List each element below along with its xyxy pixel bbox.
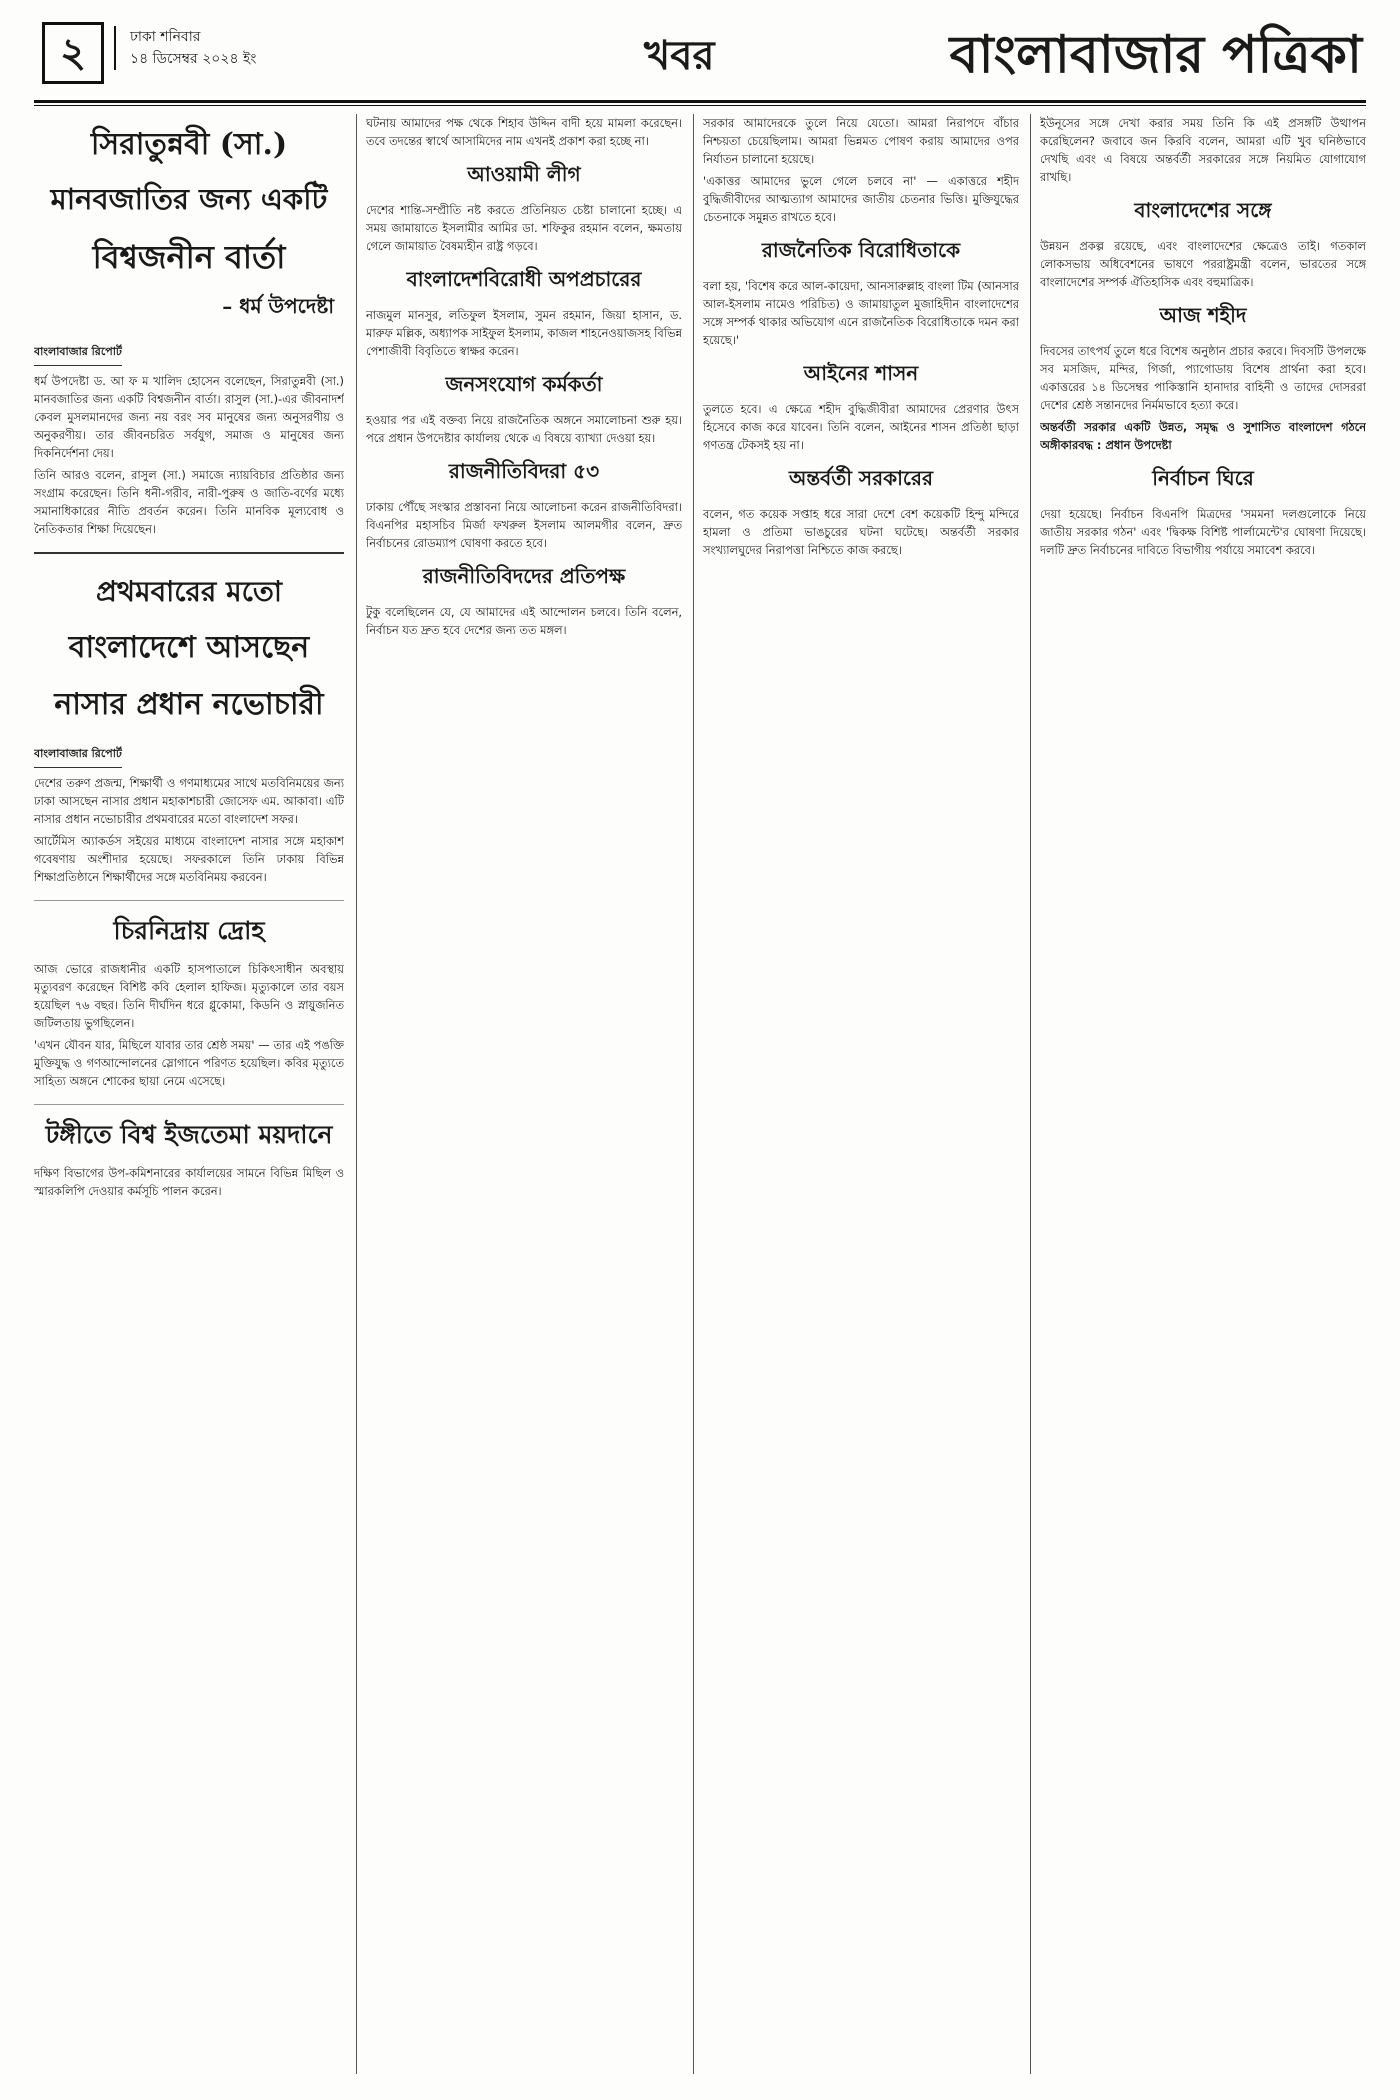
headline-line: প্রথমবারের মতো (95, 575, 282, 608)
paragraph: টুকু বলেছিলেন যে, যে আমাদের এই আন্দোলন চলবে। তিনি বলেন, নির্বাচন যত দ্রুত হবে দেশের জন্য তত মঙ্গল। (366, 605, 682, 637)
headline-line: বিশ্বজনীন বার্তা (92, 238, 286, 276)
jump-headline: অন্তর্বর্তী সরকারের (789, 466, 933, 490)
edition-date: ১৪ ডিসেম্বর ২০২৪ ইং (130, 51, 257, 67)
paragraph: উন্নয়ন প্রকল্প রয়েছে, এবং বাংলাদেশের ক্ষেত্রেও তাই। গতকাল লোকসভায় অধিবেশনের ভাষণে পররাষ্ট্রমন্ত্রী বলেন, ভারতের সঙ্গে বাংলাদেশের সম্পর্ক ঐতিহাসিক এবং বহুমাত্রিক। (1040, 239, 1366, 289)
paragraph: দেয়া হয়েছে। নির্বাচন বিএনপি মিত্রদের 'সমমনা দলগুলোকে নিয়ে জাতীয় সরকার গঠন' এবং 'দ্বিকক্ষ বিশিষ্ট পার্লামেন্টে'র ঘোষণা দিয়েছে। দলটি দ্রুত নির্বাচনের দাবিতে বিভাগীয় পর্যায়ে সমাবেশ করবে। (1040, 507, 1366, 557)
paragraph: নাজমুল মানসুর, লতিফুল ইসলাম, সুমন রহমান, জিয়া হাসান, ড. মারুফ মল্লিক, অধ্যাপক সাইফুল ইসলাম, কাজল শাহনেওয়াজসহ বিভিন্ন পেশাজীবী বিবৃতিতে স্বাক্ষর করেন। (366, 308, 682, 358)
story-headline: টঙ্গীতে বিশ্ব ইজতেমা ময়দানে (34, 1104, 344, 1158)
edition-city-day: ঢাকা শনিবার (130, 29, 201, 45)
paragraph: সরকার আমাদেরকে তুলে নিয়ে যেতো। আমরা নিরাপদে বাঁচার নিশ্চয়তা চেয়েছিলাম। আমরা ভিন্নমত পোষণ করায় আমাদের ওপর নির্যাতন চালানো হয়েছে। (703, 116, 1019, 166)
bold-paragraph: অন্তর্বর্তী সরকার একটি উন্নত, সমৃদ্ধ ও সুশাসিত বাংলাদেশ গঠনে অঙ্গীকারবদ্ধ : প্রধান উপদেষ্টা (1040, 420, 1366, 452)
jump-headline: রাজনৈতিক বিরোধিতাকে (761, 238, 961, 262)
story-nasa (34, 552, 344, 886)
byline: বাংলাবাজার রিপোর্ট (34, 343, 122, 366)
headline-line: নাসার প্রধান নভোচারী (54, 687, 324, 722)
headline-line: সিরাতুন্নবী (সা.) (90, 127, 288, 162)
newspaper-name: বাংলাবাজার পত্রিকা (949, 24, 1362, 85)
column-divider (1030, 114, 1031, 2074)
paragraph: ঢাকায় পৌঁছে সংস্কার প্রস্তাবনা নিয়ে আলোচনা করেন রাজনীতিবিদরা। বিএনপির মহাসচিব মির্জা ফখরুল ইসলাম আলমগীর বলেন, দ্রুত নির্বাচনের রোডম্যাপ ঘোষণা করতে হবে। (366, 500, 682, 550)
headline-line: বাংলাদেশে আসছেন (68, 630, 310, 665)
column-divider (693, 114, 694, 2074)
paragraph: আর্টেমিস অ্যাকর্ডস সইয়ের মাধ্যমে বাংলাদেশ নাসার সঙ্গে মহাকাশ গবেষণায় অংশীদার হয়েছে। সফরকালে তিনি ঢাকায় বিভিন্ন শিক্ষাপ্রতিষ্ঠানে শিক্ষার্থীদের সঙ্গে মতবিনিময় করবেন। (34, 834, 344, 884)
paragraph: আজ ভোরে রাজধানীর একটি হাসপাতালে চিকিৎসাধীন অবস্থায় মৃত্যুবরণ করেছেন বিশিষ্ট কবি হেলাল হাফিজ। মৃত্যুকালে তার বয়স হয়েছিল ৭৬ বছর। তিনি দীর্ঘদিন ধরে গ্লুকোমা, কিডনি ও স্নায়ুজনিত জটিলতায় ভুগছিলেন। (34, 962, 344, 1030)
paragraph: তিনি আরও বলেন, রাসুল (সা.) সমাজে ন্যায়বিচার প্রতিষ্ঠার জন্য সংগ্রাম করেছেন। তিনি ধনী-গরীব, নারী-পুরুষ ও জাতি-বর্ণের মধ্যে সমানাধিকারের নীতি প্রবর্তন করেন। তিনি মানবিক মূল্যবোধ ও নৈতিকতার শিক্ষা দিয়েছেন। (34, 468, 344, 536)
paragraph: দিবসের তাৎপর্য তুলে ধরে বিশেষ অনুষ্ঠান প্রচার করবে। দিবসটি উপলক্ষে সব মসজিদ, মন্দির, গির্জা, প্যাগোডায় বিশেষ প্রার্থনা করা হবে। একাত্তরের ১৪ ডিসেম্বর পাকিস্তানি হানাদার বাহিনী ও তাদের দোসররা দেশের শ্রেষ্ঠ সন্তানদের নির্মমভাবে হত্যা করে। (1040, 344, 1366, 412)
column-divider (356, 114, 357, 2074)
jump-headline: জনসংযোগ কর্মকর্তা (445, 372, 603, 396)
jump-headline: বাংলাদেশের সঙ্গে (1134, 198, 1272, 222)
column-4 (1040, 114, 1366, 2074)
paragraph: হওয়ার পর এই বক্তব্য নিয়ে রাজনৈতিক অঙ্গনে সমালোচনা শুরু হয়। পরে প্রধান উপদেষ্টার কার্যালয় থেকে এ বিষয়ে ব্যাখ্যা দেওয়া হয়। (366, 413, 682, 445)
story-headline: চিরনিদ্রায় দ্রোহ (34, 900, 344, 954)
masthead-rule (34, 100, 1366, 106)
paragraph: দক্ষিণ বিভাগের উপ-কমিশনারের কার্যালয়ের সামনে বিভিন্ন মিছিল ও স্মারকলিপি দেওয়ার কর্মসূচি পালন করেন। (34, 1166, 344, 1198)
story-ijtema (34, 1104, 344, 1200)
jump-headline: আজ শহীদ (1159, 303, 1247, 327)
jump-headline: আইনের শাসন (803, 361, 919, 385)
jump-headline: আওয়ামী লীগ (467, 162, 581, 186)
paragraph: দেশের তরুণ প্রজন্ম, শিক্ষার্থী ও গণমাধ্যমের সাথে মতবিনিময়ের জন্য ঢাকা আসছেন নাসার প্রধান মহাকাশচারী জোসেফ এম. আকাবা। এটি নাসার প্রধান নভোচারীর প্রথমবারের মতো বাংলাদেশ সফর। (34, 776, 344, 826)
story-helal-hafiz (34, 900, 344, 1090)
paragraph: বলা হয়, 'বিশেষ করে আল-কায়েদা, আনসারুল্লাহ বাংলা টিম (আনসার আল-ইসলাম নামেও পরিচিত) ও জামায়াতুল মুজাহিদীন বাংলাদেশের সঙ্গে সম্পর্ক থাকার অভিযোগ এনে রাজনৈতিক বিরোধিতাকে দমন করা হয়েছে।' (703, 279, 1019, 347)
jump-headline: রাজনীতিবিদদের প্রতিপক্ষ (422, 564, 626, 588)
column-1 (34, 114, 344, 2074)
column-2 (366, 114, 682, 2074)
jump-headline: বাংলাদেশবিরোধী অপপ্রচারের (406, 267, 642, 291)
paragraph: তুলতে হবে। এ ক্ষেত্রে শহীদ বুদ্ধিজীবীরা আমাদের প্রেরণার উৎস হিসেবে কাজ করে যাবেন। তিনি বলেন, আইনের শাসন প্রতিষ্ঠা ছাড়া গণতন্ত্র টেকসই হয় না। (703, 402, 1019, 452)
masthead (34, 18, 1366, 100)
paragraph: 'একাত্তর আমাদের ভুলে গেলে চলবে না' — একাত্তরে শহীদ বুদ্ধিজীবীদের আত্মত্যাগ আমাদের জাতীয় চেতনার ভিত্তি। মুক্তিযুদ্ধের চেতনাকে সমুন্নত রাখতে হবে। (703, 174, 1019, 224)
page-number: ২ (42, 22, 104, 84)
paragraph: ঘটনায় আমাদের পক্ষ থেকে শিহাব উদ্দিন বাদী হয়ে মামলা করেছেন। তবে তদন্তের স্বার্থে আসামিদের নাম এখনই প্রকাশ করা হচ্ছে না। (366, 116, 682, 148)
paragraph: ইউনূসের সঙ্গে দেখা করার সময় তিনি কি এই প্রসঙ্গটি উত্থাপন করেছিলেন? জবাবে জন কিরবি বলেন, আমরা এটি খুব ঘনিষ্ঠভাবে দেখছি এবং এ বিষয়ে অন্তর্বর্তী সরকারের সঙ্গে নিয়মিত যোগাযোগ রাখছি। (1040, 116, 1366, 184)
paragraph: 'এখন যৌবন যার, মিছিলে যাবার তার শ্রেষ্ঠ সময়' — তার এই পঙক্তি মুক্তিযুদ্ধ ও গণআন্দোলনের স্লোগানে পরিণত হয়েছিল। কবির মৃত্যুতে সাহিত্য অঙ্গনে শোকের ছায়া নেমে এসেছে। (34, 1038, 344, 1088)
byline: বাংলাবাজার রিপোর্ট (34, 745, 122, 768)
column-3 (703, 114, 1019, 2074)
paragraph: বলেন, গত কয়েক সপ্তাহ ধরে সারা দেশে বেশ কয়েকটি হিন্দু মন্দিরে হামলা ও প্রতিমা ভাঙচুরের ঘটনা ঘটেছে। অন্তর্বর্তী সরকার সংখ্যালঘুদের নিরাপত্তা নিশ্চিতে কাজ করছে। (703, 507, 1019, 557)
jump-headline: নির্বাচন ঘিরে (1152, 466, 1254, 490)
headline-attribution: – ধর্ম উপদেষ্টা (222, 294, 334, 318)
story-sirat (34, 120, 344, 538)
paragraph: ধর্ম উপদেষ্টা ড. আ ফ ম খালিদ হোসেন বলেছেন, সিরাতুন্নবী (সা.) মানবজাতির জন্য একটি বিশ্বজনীন বার্তা। রাসুল (সা.)-এর জীবনাদর্শ কেবল মুসলমানদের জন্য নয় বরং সব মানুষের জন্য অনুসরণীয় ও অনুকরণীয়। তার জীবনচরিত সর্বযুগ, সমাজ ও মানুষের জন্য দিকনির্দেশনা দেয়। (34, 374, 344, 460)
section-title: খবর (644, 32, 715, 79)
jump-headline: রাজনীতিবিদরা ৫৩ (448, 459, 600, 483)
paragraph: দেশের শান্তি-সম্প্রীতি নষ্ট করতে প্রতিনিয়ত চেষ্টা চালানো হচ্ছে। এ সময় জামায়াতে ইসলামীর আমির ডা. শফিকুর রহমান বলেন, ক্ষমতায় গেলে জামায়াত বৈষম্যহীন রাষ্ট্র গড়বে। (366, 203, 682, 253)
headline-line: মানবজাতির জন্য একটি (50, 182, 328, 216)
edition-info (114, 26, 256, 70)
